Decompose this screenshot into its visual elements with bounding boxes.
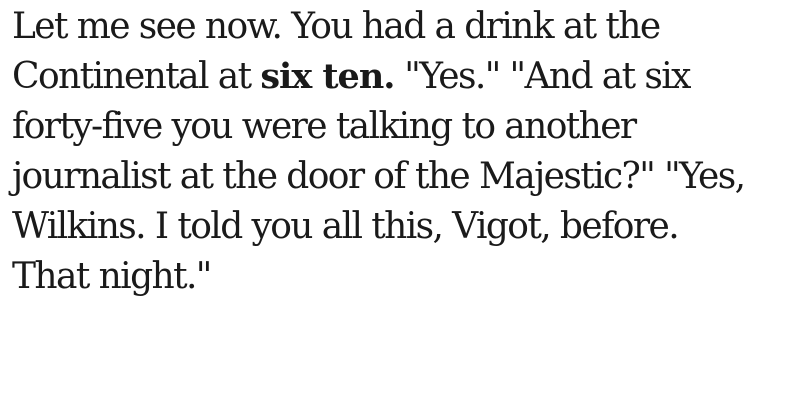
bold-emphasis-text: six ten. <box>260 56 395 97</box>
text-line <box>12 202 792 252</box>
text-line <box>12 252 792 302</box>
text-segment: "Yes." "And at six <box>394 56 690 97</box>
text-passage <box>12 2 792 302</box>
text-line <box>12 2 792 52</box>
text-line <box>12 52 792 102</box>
text-segment: journalist at the door of the Majestic?" "Yes, <box>12 156 745 197</box>
text-segment: That night." <box>12 256 211 297</box>
text-segment: Continental at <box>12 56 261 97</box>
text-segment: Let me see now. You had a drink at the <box>12 6 660 47</box>
text-segment: Wilkins. I told you all this, Vigot, before. <box>12 206 679 247</box>
text-line <box>12 102 792 152</box>
text-segment: forty-five you were talking to another <box>12 106 636 147</box>
text-line <box>12 152 792 202</box>
